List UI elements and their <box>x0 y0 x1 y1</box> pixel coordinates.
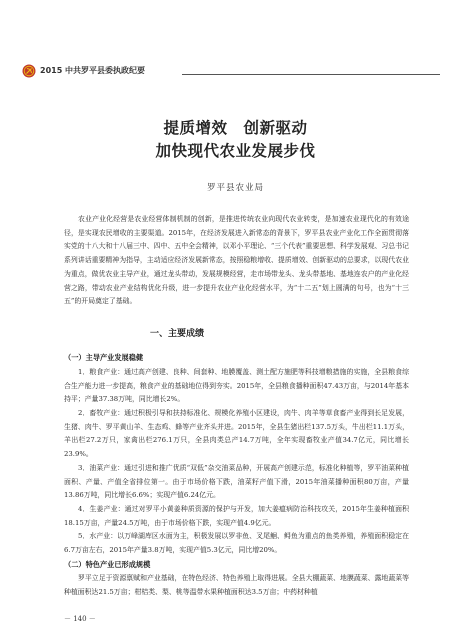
section-heading: 一、主要成绩 <box>150 329 205 339</box>
subsection2-paragraph: 罗平立足于资源禀赋和产业基础，在特色经济、特色养殖上取得进展。全县大棚蔬菜、地膜蔬菜、露地蔬菜等种植面积达21.5万亩；柑桔类、梨、桃等温带水果种植面积达3.5万亩；中药材种植 <box>64 574 409 596</box>
item-paragraph-aquaculture: 5．水产业：以万峰湖库区水面为主，积极发展以罗非鱼、叉尾鮰、鲟鱼为重点的鱼类养殖，养殖面积稳定在6.7万亩左右，2015年产量3.8万吨，实现产值5.3亿元，同比增20%。 <box>64 532 409 554</box>
item-paragraph-rapeseed: 3．油菜产业：通过引进和推广优质“双低”杂交油菜品种，开展高产创建示范，标准化种植等，罗平油菜种植面积、产量、产值全省排位第一。由于市场价格下跌，油菜籽产值下滑，2015年油菜播种面积80万亩，产量13.86万吨，同比增长6.6%；实现产值6.24亿元。 <box>64 464 409 500</box>
item-paragraph-grain: 1．粮食产业：通过高产创建、良种、间套种、地膜覆盖、测土配方施肥等科技增粮措施的实施，全县粮食综合生产能力进一步提高，粮食产业的基础地位得到夯实。2015年，全县粮食播种面积47.43万亩，与2014年基本持平；产量37.38万吨，同比增长2%。 <box>64 368 409 404</box>
party-emblem-icon <box>22 64 36 78</box>
item-paragraph-livestock: 2．畜牧产业：通过积极引导和扶持标准化、规模化养殖小区建设，肉牛、肉羊等草食畜产业得到长足发展，生猪、肉牛、罗平黄山羊、生态鸡、蜂等产业齐头并进。2015年，全县生猪出栏137.5万头，牛出栏11.1万头，羊出栏27.2万只，家禽出栏276.1万只，全县肉类总产14.7万吨，全年实现畜牧业产值34.7亿元，同比增长23.9%。 <box>64 409 409 459</box>
article-title-line2: 加快现代农业发展步伐 <box>155 141 316 160</box>
header-title: 2015 中共罗平县委执政纪要 <box>40 66 146 75</box>
subsection-heading-1: （一）主导产业发展稳健 <box>64 353 144 362</box>
subsection-heading-2: （二）特色产业已形成规模 <box>64 560 151 569</box>
article-title-line1: 提质增效 创新驱动 <box>163 118 308 137</box>
running-header <box>22 64 442 80</box>
intro-paragraph: 农业产业化经营是农业经营体制机制的创新，是推进传统农业向现代农业转变，是加速农业现代化的有效途径，是实现农民增收的主要渠道。2015年，在经济发展进入新常态的背景下，罗平县农业产业化工作全面贯彻落实党的十八大和十八届三中、四中、五中全会精神，以邓小平理论、“三个代表”重要思想、科学发展观、习总书记系列讲话重要精神为指导，主动适应经济发展新常态，按照稳粮增收、提质增效、创新驱动的总要求，以现代农业为重点，做优农业主导产业，通过龙头带动，发展规模经营，走市场带龙头、龙头带基地、基地连农户的产业化经营之路，带动农业产业结构优化升级，进一步提升农业产业化经营水平，为“十二五”划上圆满的句号，也为“十三五”的开局奠定了基础。 <box>64 215 409 306</box>
page-number: － 140 － <box>64 615 96 623</box>
article-author: 罗平县农业局 <box>206 183 264 193</box>
header-rule <box>182 74 440 75</box>
item-paragraph-ginger: 4．生姜产业：通过对罗平小黄姜种质资源的保护与开发，加大姜瘟病防治科技攻关，2015年生姜种植面积18.15万亩，产量24.5万吨，由于市场价格下跌，实现产值4.9亿元。 <box>64 505 409 527</box>
